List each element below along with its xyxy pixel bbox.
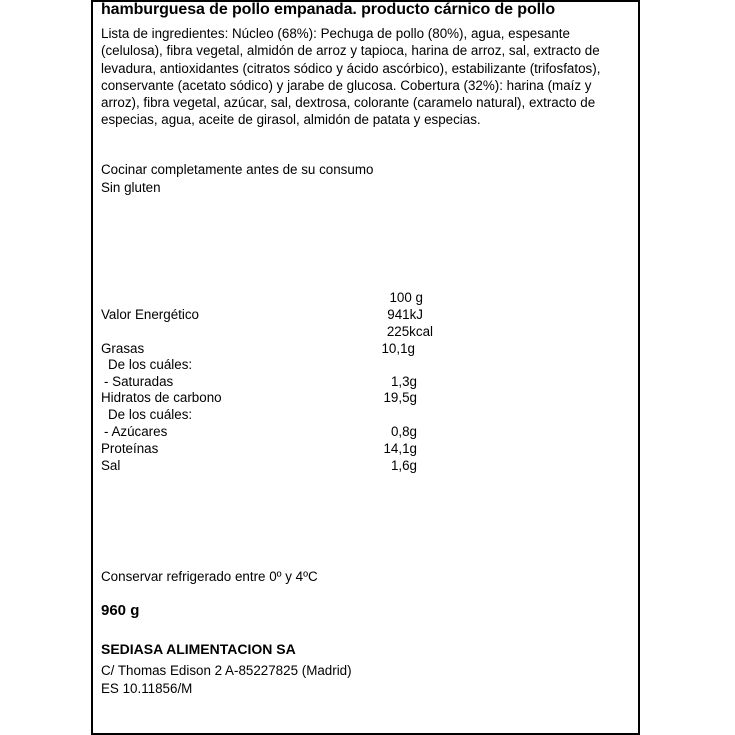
carbs-value: 19,5g — [383, 390, 417, 405]
storage-note: Conservar refrigerado entre 0º y 4ºC — [101, 569, 318, 584]
fat-of-which-label: De los cuáles: — [108, 357, 193, 372]
salt-label: Sal — [101, 458, 121, 473]
company-name: SEDIASA ALIMENTACION SA — [101, 641, 296, 657]
nutrition-header: 100 g — [389, 290, 423, 305]
fat-value: 10,1g — [381, 341, 415, 356]
protein-value: 14,1g — [383, 441, 417, 456]
ingredients-list: Lista de ingredientes: Núcleo (68%): Pechuga de pollo (80%), agua, espesante (celulosa), fibra vegetal, almidón de arroz y tapioca, harina de arroz, sal, extracto de levadura, antioxidantes (citratos sódico y ácido ascórbico), estabilizante (trifosfatos), conservante (acetato sódico) y jarabe de glucosa. Cobertura (32%): harina (maíz y arroz), fibra vegetal, azúcar, sal, dextrosa, colorante (caramelo natural), extracto de especias, agua, aceite de girasol, almidón de patata y especias. — [101, 26, 601, 128]
cooking-note: Cocinar completamente antes de su consumo — [101, 162, 374, 177]
saturated-value: 1,3g — [390, 374, 417, 389]
energy-kj-value: 941kJ — [387, 307, 423, 322]
net-weight: 960 g — [101, 602, 140, 619]
protein-label: Proteínas — [101, 441, 159, 456]
energy-label: Valor Energético — [101, 307, 200, 322]
gluten-note: Sin gluten — [101, 180, 161, 195]
saturated-label: - Saturadas — [104, 374, 174, 389]
sugars-label: - Azúcares — [104, 424, 168, 439]
company-registry: ES 10.11856/M — [101, 681, 193, 696]
fat-label: Grasas — [101, 341, 145, 356]
energy-kcal-value: 225kcal — [386, 324, 433, 339]
product-title: hamburguesa de pollo empanada. producto cárnico de pollo — [101, 1, 556, 18]
carbs-of-which-label: De los cuáles: — [108, 407, 193, 422]
carbs-label: Hidratos de carbono — [101, 390, 222, 405]
company-address: C/ Thomas Edison 2 A-85227825 (Madrid) — [101, 663, 352, 678]
sugars-value: 0,8g — [390, 424, 417, 439]
salt-value: 1,6g — [390, 458, 417, 473]
